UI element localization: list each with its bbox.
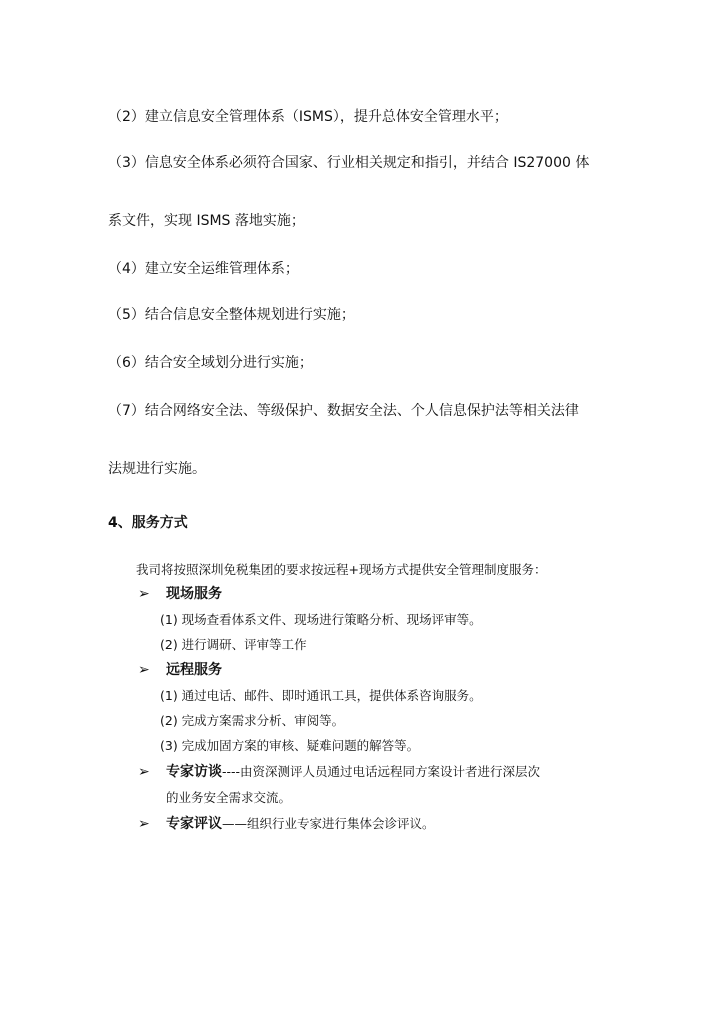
bullet-arrow-icon: ➢ [138,662,150,678]
paragraph-item-5: （5）结合信息安全整体规划进行实施； [108,307,355,323]
paragraph-item-7: （7）结合网络安全法、等级保护、数据安全法、个人信息保护法等相关法律 [108,403,579,419]
remote-service-item-2: (2) 完成方案需求分析、审阅等。 [160,713,345,728]
remote-service-item-1: (1) 通过电话、邮件、即时通讯工具，提供体系咨询服务。 [160,688,482,703]
paragraph-item-2: （2）建立信息安全管理体系（ISMS），提升总体安全管理水平； [108,109,508,125]
remote-service-item-3: (3) 完成加固方案的审核、疑难问题的解答等。 [160,738,420,753]
expert-interview-text: ----由资深测评人员通过电话远程同方案设计者进行深层次 [222,764,541,779]
expert-review-text: ——组织行业专家进行集体会诊评议。 [222,816,435,831]
expert-interview-text-continued: 的业务安全需求交流。 [166,790,292,805]
expert-interview-line [166,763,540,781]
bullet-arrow-icon: ➢ [138,586,150,602]
remote-service-title: 远程服务 [166,662,222,678]
paragraph-item-3: （3）信息安全体系必须符合国家、行业相关规定和指引，并结合 IS27000 体 [108,155,590,171]
bullet-arrow-icon: ➢ [138,816,150,832]
onsite-service-title: 现场服务 [166,586,222,602]
paragraph-item-6: （6）结合安全域划分进行实施； [108,355,313,371]
paragraph-item-4: （4）建立安全运维管理体系； [108,261,299,277]
onsite-service-item-2: (2) 进行调研、评审等工作 [160,637,307,652]
section-intro: 我司将按照深圳免税集团的要求按远程+现场方式提供安全管理制度服务： [136,562,547,577]
section-heading: 4、服务方式 [108,515,188,531]
expert-review-line [166,815,435,833]
onsite-service-item-1: (1) 现场查看体系文件、现场进行策略分析、现场评审等。 [160,612,482,627]
paragraph-item-7-continued: 法规进行实施。 [108,461,206,477]
bullet-arrow-icon: ➢ [138,764,150,780]
paragraph-item-3-continued: 系文件，实现 ISMS 落地实施； [108,213,305,229]
expert-review-title: 专家评议 [166,816,222,832]
expert-interview-title: 专家访谈 [166,764,222,780]
